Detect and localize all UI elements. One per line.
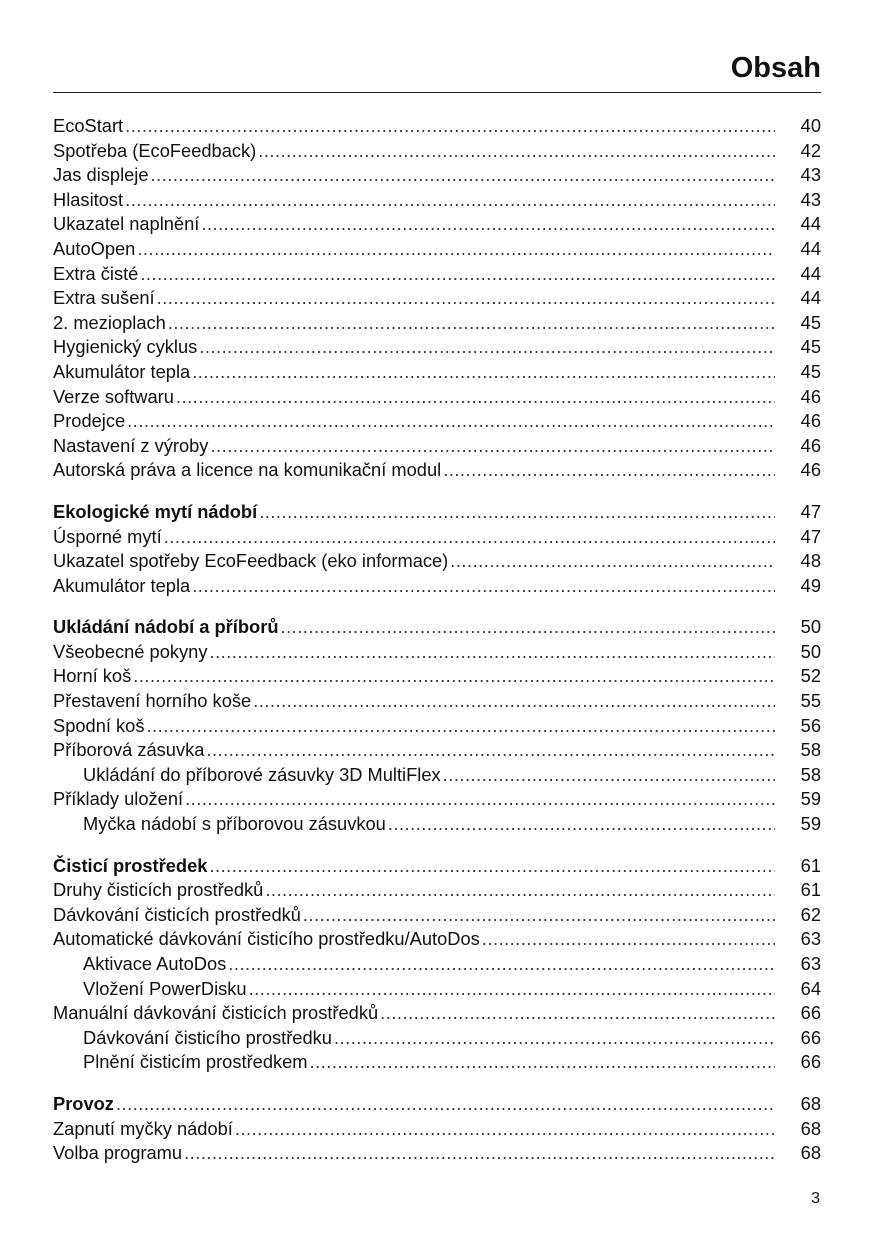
toc-entry-label: 2. mezioplach <box>53 311 166 333</box>
toc-entry[interactable] <box>53 385 821 410</box>
toc-entry[interactable] <box>53 664 821 689</box>
toc-page-number: 66 <box>800 1002 821 1024</box>
toc-entry-label: Druhy čisticích prostředků <box>53 879 264 901</box>
toc-page-number: 68 <box>800 1117 821 1139</box>
toc-subentry[interactable] <box>53 977 821 1002</box>
toc-page-number: 62 <box>800 903 821 925</box>
toc-page-number: 59 <box>800 813 821 835</box>
toc-entry-label: Hygienický cyklus <box>53 336 198 358</box>
toc-entry-label: Horní koš <box>53 665 132 687</box>
toc-page-number: 50 <box>800 640 821 662</box>
dot-leader <box>281 615 776 640</box>
dot-leader <box>137 237 775 262</box>
dot-leader <box>310 1050 775 1075</box>
toc-entry-label: Přestavení horního koše <box>53 690 252 712</box>
dot-leader <box>199 335 775 360</box>
toc-page-number: 42 <box>800 139 821 161</box>
dot-leader <box>450 549 775 574</box>
dot-leader <box>388 812 775 837</box>
toc-entry[interactable] <box>53 1117 821 1142</box>
toc-entry[interactable] <box>53 335 821 360</box>
toc-entry[interactable] <box>53 689 821 714</box>
toc-entry[interactable] <box>53 262 821 287</box>
toc-page-number: 46 <box>800 434 821 456</box>
toc-entry-label: Volba programu <box>53 1142 183 1164</box>
toc-page-number: 55 <box>800 690 821 712</box>
toc-entry-label: Příklady uložení <box>53 788 184 810</box>
toc-entry-label: Všeobecné pokyny <box>53 640 208 662</box>
toc-entry[interactable] <box>53 237 821 262</box>
toc-entry-label: Plnění čisticím prostředkem <box>83 1051 308 1073</box>
toc-entry-label: Prodejce <box>53 410 126 432</box>
toc-page-number: 48 <box>800 550 821 572</box>
dot-leader <box>192 574 775 599</box>
toc-entry-label: Ukládání do příborové zásuvky 3D MultiFlex <box>83 763 441 785</box>
toc-page-number: 45 <box>800 360 821 382</box>
toc-entry-label: Nastavení z výroby <box>53 434 209 456</box>
toc-page-number: 47 <box>800 525 821 547</box>
toc-page-number: 66 <box>800 1026 821 1048</box>
toc-entry-label: Ukládání nádobí a příborů <box>53 616 279 638</box>
toc-entry-label: Aktivace AutoDos <box>83 953 227 974</box>
toc-page-number: 56 <box>800 714 821 736</box>
toc-page-number: 46 <box>800 459 821 481</box>
dot-leader <box>482 927 775 952</box>
toc-page-number: 68 <box>800 1142 821 1164</box>
toc-page-number: 59 <box>800 788 821 810</box>
dot-leader <box>380 1001 775 1026</box>
dot-leader <box>164 525 775 550</box>
dot-leader <box>235 1117 775 1142</box>
toc-page-number: 52 <box>800 665 821 687</box>
toc-entry-label: Extra čisté <box>53 262 139 284</box>
toc-page-number: 49 <box>800 574 821 596</box>
toc-page-number: 61 <box>800 854 821 876</box>
toc-entry[interactable] <box>53 714 821 739</box>
toc-entry[interactable] <box>53 1001 821 1026</box>
dot-leader <box>192 360 775 385</box>
toc-page-number: 66 <box>800 1051 821 1073</box>
dot-leader <box>209 854 775 879</box>
toc-page-number: 58 <box>800 739 821 761</box>
toc-entry[interactable] <box>53 574 821 599</box>
toc-entry[interactable] <box>53 903 821 928</box>
dot-leader <box>151 163 775 188</box>
toc-entry-label: EcoStart <box>53 115 124 136</box>
toc-entry[interactable] <box>53 738 821 763</box>
toc-entry-label: Úsporné mytí <box>53 525 162 547</box>
toc-entry-label: Autorská práva a licence na komunikační modul <box>53 459 442 481</box>
dot-leader <box>133 664 775 689</box>
toc-section-heading[interactable] <box>53 500 821 525</box>
toc-entry[interactable] <box>53 525 821 550</box>
dot-leader <box>303 903 775 928</box>
toc-entry[interactable] <box>53 360 821 385</box>
dot-leader <box>185 787 775 812</box>
toc-page-number: 46 <box>800 385 821 407</box>
toc-entry-label: Akumulátor tepla <box>53 574 191 596</box>
page-number: 3 <box>811 1190 820 1207</box>
dot-leader <box>206 738 775 763</box>
dot-leader <box>125 114 775 139</box>
toc-entry-label: Verze softwaru <box>53 385 174 407</box>
toc-page-number: 47 <box>800 500 821 522</box>
dot-leader <box>176 385 775 410</box>
dot-leader <box>210 434 775 459</box>
dot-leader <box>209 640 775 665</box>
toc-entry-label: Ukazatel spotřeby EcoFeedback (eko informace) <box>53 550 449 572</box>
toc-page-number: 43 <box>800 164 821 186</box>
toc-entry-label: Dávkování čisticího prostředku <box>83 1026 332 1048</box>
toc-subentry[interactable] <box>53 1026 821 1051</box>
toc-subentry[interactable] <box>53 952 821 977</box>
dot-leader <box>258 139 775 164</box>
toc-entry[interactable] <box>53 927 821 952</box>
toc-entry-label: Spodní koš <box>53 714 145 736</box>
toc-entry[interactable] <box>53 640 821 665</box>
page-title: Obsah <box>730 52 821 84</box>
toc-section-heading[interactable] <box>53 1092 821 1117</box>
toc-entry-label: AutoOpen <box>53 237 136 259</box>
toc-entry[interactable] <box>53 434 821 459</box>
toc-entry-label: Čisticí prostředek <box>53 854 208 876</box>
toc-page-number: 43 <box>800 188 821 210</box>
dot-leader <box>168 311 775 336</box>
dot-leader <box>443 763 775 788</box>
toc-entry-label: Myčka nádobí s příborovou zásuvkou <box>83 813 386 835</box>
toc-entry-label: Extra sušení <box>53 287 155 309</box>
dot-leader <box>259 500 775 525</box>
toc-section-heading[interactable] <box>53 854 821 879</box>
toc-entry-label: Zapnutí myčky nádobí <box>53 1117 233 1139</box>
toc-entry-label: Příborová zásuvka <box>53 739 205 761</box>
toc-entry[interactable] <box>53 286 821 311</box>
toc-entry[interactable] <box>53 188 821 213</box>
toc-entry-label: Hlasitost <box>53 188 124 210</box>
dot-leader <box>157 286 775 311</box>
toc-page-number: 44 <box>800 237 821 259</box>
toc-page-number: 50 <box>800 616 821 638</box>
dot-leader <box>253 689 775 714</box>
toc-entry[interactable] <box>53 878 821 903</box>
dot-leader <box>184 1141 775 1166</box>
toc-entry[interactable] <box>53 458 821 483</box>
toc-page-number: 63 <box>800 953 821 974</box>
dot-leader <box>127 409 775 434</box>
toc-entry-label: Dávkování čisticích prostředků <box>53 903 301 925</box>
toc-entry-label: Jas displeje <box>53 164 149 186</box>
toc-entry[interactable] <box>53 212 821 237</box>
toc-entry-label: Manuální dávkování čisticích prostředků <box>53 1002 379 1024</box>
toc-entry[interactable] <box>53 114 821 139</box>
toc-entry[interactable] <box>53 311 821 336</box>
dot-leader <box>334 1026 775 1051</box>
toc-entry[interactable] <box>53 163 821 188</box>
toc-page-number: 64 <box>800 977 821 999</box>
toc-subentry[interactable] <box>53 1050 821 1075</box>
toc-subentry[interactable] <box>53 763 821 788</box>
dot-leader <box>249 977 775 1002</box>
toc-page-number: 61 <box>800 879 821 901</box>
toc-entry-label: Ekologické mytí nádobí <box>53 500 258 522</box>
title-divider <box>53 92 821 93</box>
dot-leader <box>116 1092 775 1117</box>
toc-entry[interactable] <box>53 1141 821 1166</box>
toc-entry[interactable] <box>53 787 821 812</box>
toc-page-number: 58 <box>800 763 821 785</box>
table-of-contents <box>53 114 821 1166</box>
toc-entry-label: Provoz <box>53 1092 114 1114</box>
toc-page-number: 46 <box>800 410 821 432</box>
toc-page-number: 45 <box>800 311 821 333</box>
toc-page-number: 68 <box>800 1092 821 1114</box>
toc-entry-label: Spotřeba (EcoFeedback) <box>53 139 257 161</box>
dot-leader <box>443 458 775 483</box>
toc-entry[interactable] <box>53 409 821 434</box>
toc-page-number: 63 <box>800 928 821 950</box>
toc-page-number: 40 <box>800 115 821 136</box>
toc-entry-label: Automatické dávkování čisticího prostředku/AutoDos <box>53 928 480 950</box>
toc-entry-label: Vložení PowerDisku <box>83 977 247 999</box>
dot-leader <box>140 262 775 287</box>
dot-leader <box>265 878 775 903</box>
toc-page-number: 44 <box>800 262 821 284</box>
toc-entry[interactable] <box>53 549 821 574</box>
toc-page-number: 45 <box>800 336 821 358</box>
toc-entry-label: Ukazatel naplnění <box>53 213 200 235</box>
toc-page-number: 44 <box>800 287 821 309</box>
dot-leader <box>228 952 775 977</box>
dot-leader <box>201 212 775 237</box>
toc-page-number: 44 <box>800 213 821 235</box>
toc-entry[interactable] <box>53 139 821 164</box>
dot-leader <box>146 714 775 739</box>
toc-section-heading[interactable] <box>53 615 821 640</box>
toc-subentry[interactable] <box>53 812 821 837</box>
toc-entry-label: Akumulátor tepla <box>53 360 191 382</box>
dot-leader <box>125 188 775 213</box>
